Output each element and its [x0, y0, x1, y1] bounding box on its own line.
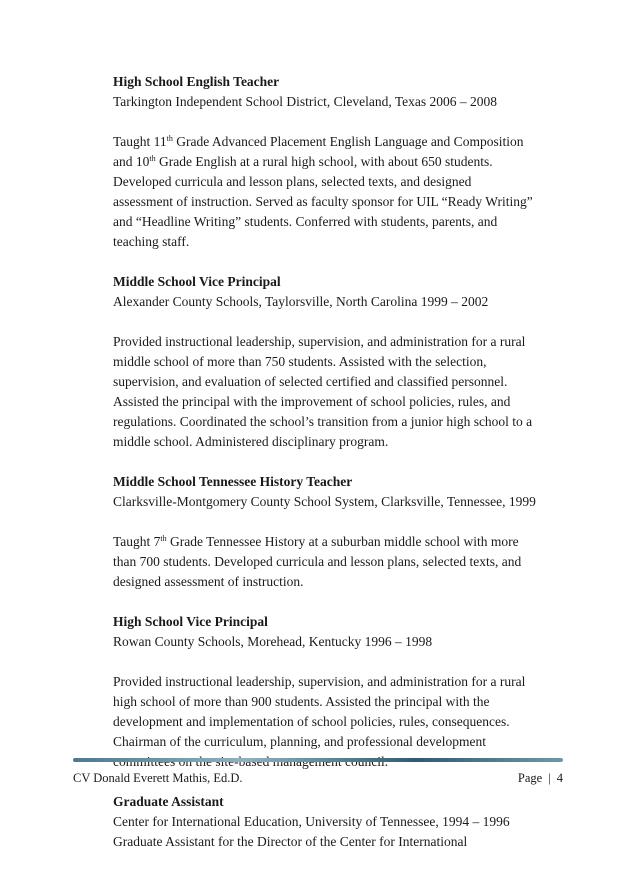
job-entry	[113, 472, 583, 592]
entry-spacer	[113, 312, 583, 332]
job-entry	[113, 612, 583, 772]
line-text: designed assessment of instruction.	[113, 574, 304, 589]
line-text: teaching staff.	[113, 234, 190, 249]
description-line	[113, 372, 583, 392]
line-text: Taught 11	[113, 134, 167, 149]
entry-spacer	[113, 512, 583, 532]
line-text: development and implementation of school policies, rules, consequences.	[113, 714, 510, 729]
description-line	[113, 572, 583, 592]
description-line	[113, 192, 583, 212]
line-text: Assisted the principal with the improvement of school policies, rules, and	[113, 394, 511, 409]
job-entry	[113, 72, 583, 252]
description-line	[113, 672, 583, 692]
footer-name: CV Donald Everett Mathis, Ed.D.	[73, 771, 243, 785]
ordinal-suffix: th	[160, 534, 167, 543]
description-line: Graduate Assistant for the Director of the Center for International	[113, 834, 468, 849]
description-line	[113, 172, 583, 192]
description-line	[113, 432, 583, 452]
page-label: Page	[517, 771, 543, 785]
description-line	[113, 532, 583, 552]
page-footer	[73, 770, 563, 786]
job-organization: Alexander County Schools, Taylorsville, North Carolina 1999 – 2002	[113, 294, 489, 309]
description-line	[113, 132, 583, 152]
line-text-continued: Grade Tennessee History at a suburban middle school with more	[166, 534, 519, 549]
line-text: supervision, and evaluation of selected certified and classified personnel.	[113, 374, 508, 389]
line-text: Developed curricula and lesson plans, selected texts, and designed	[113, 174, 472, 189]
description-line	[113, 712, 583, 732]
description-line	[113, 692, 583, 712]
line-text: high school of more than 900 students. Assisted the principal with the	[113, 694, 490, 709]
job-title: Middle School Tennessee History Teacher	[113, 474, 353, 489]
entry-spacer	[113, 652, 583, 672]
page-separator: |	[548, 771, 551, 785]
ordinal-suffix: th	[149, 154, 156, 163]
footer-rule	[73, 758, 563, 762]
line-text: Provided instructional leadership, supervision, and administration for a rural	[113, 674, 526, 689]
description-line	[113, 392, 583, 412]
description-line	[113, 732, 583, 752]
job-organization: Tarkington Independent School District, Cleveland, Texas 2006 – 2008	[113, 94, 498, 109]
line-text: than 700 students. Developed curricula and lesson plans, selected texts, and	[113, 554, 522, 569]
description-line	[113, 212, 583, 232]
description-line	[113, 552, 583, 572]
line-text: Provided instructional leadership, supervision, and administration for a rural	[113, 334, 526, 349]
line-text: middle school of more than 750 students. Assisted with the selection,	[113, 354, 487, 369]
entry-spacer	[113, 112, 583, 132]
cv-content	[113, 72, 583, 872]
job-title: Graduate Assistant	[113, 794, 224, 809]
description-line	[113, 332, 583, 352]
ordinal-suffix: th	[166, 134, 173, 143]
line-text-continued: Grade Advanced Placement English Language and Composition	[172, 134, 524, 149]
line-text: middle school. Administered disciplinary program.	[113, 434, 389, 449]
line-text-continued: Grade English at a rural high school, with about 650 students.	[155, 154, 493, 169]
job-organization: Clarksville-Montgomery County School System, Clarksville, Tennessee, 1999	[113, 494, 536, 509]
line-text: and 10	[113, 154, 150, 169]
description-line	[113, 152, 583, 172]
job-title: High School English Teacher	[113, 74, 280, 89]
description-line	[113, 752, 583, 772]
job-organization: Rowan County Schools, Morehead, Kentucky 1996 – 1998	[113, 634, 433, 649]
line-text: Taught 7	[113, 534, 161, 549]
page-number: 4	[556, 771, 563, 785]
description-line	[113, 232, 583, 252]
job-title: Middle School Vice Principal	[113, 274, 281, 289]
description-line	[113, 412, 583, 432]
line-text: regulations. Coordinated the school’s transition from a junior high school to a	[113, 414, 533, 429]
page-indicator	[518, 770, 563, 786]
line-text: and “Headline Writing” students. Conferred with students, parents, and	[113, 214, 498, 229]
job-entry	[113, 272, 583, 452]
line-text: Chairman of the curriculum, planning, and professional development	[113, 734, 487, 749]
description-line	[113, 352, 583, 372]
job-title: High School Vice Principal	[113, 614, 268, 629]
job-organization: Center for International Education, University of Tennessee, 1994 – 1996	[113, 814, 510, 829]
line-text: assessment of instruction. Served as faculty sponsor for UIL “Ready Writing”	[113, 194, 533, 209]
job-entry	[113, 792, 583, 852]
